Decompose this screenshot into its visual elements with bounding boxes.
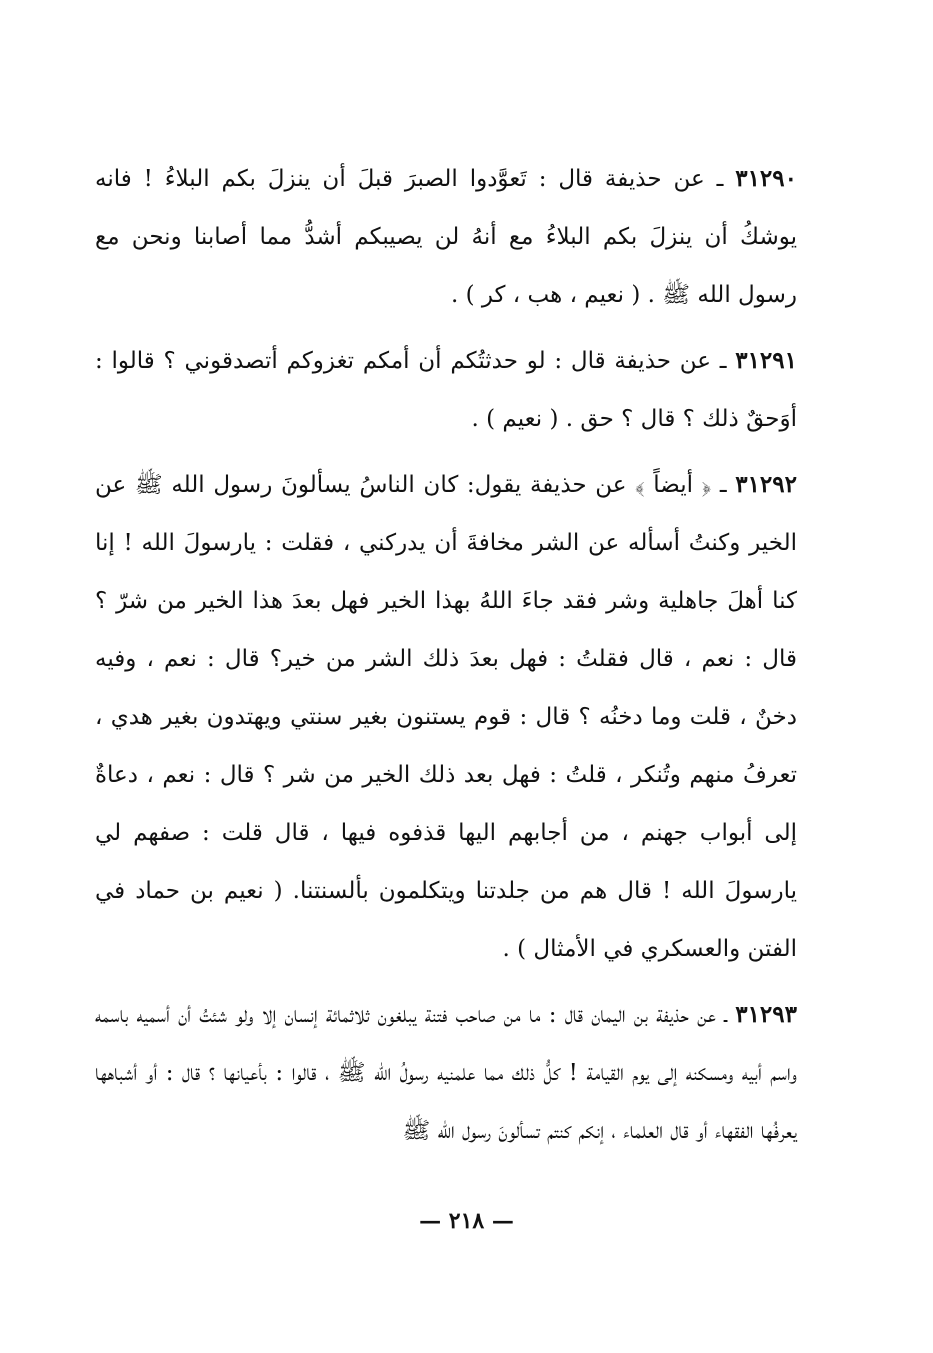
hadith-paragraph-31292	[95, 456, 797, 978]
hadith-number: ٣١٢٩٣	[735, 1001, 797, 1028]
hadith-number: ٣١٢٩١	[735, 347, 797, 374]
hadith-text: ـ عن حذيفة قال : لو حدثتُكم أن أمكم تغزوكم أتصدقوني ؟ قالوا : أوَحقٌ ذلك ؟ قال ؟ حق . ( نعيم ) .	[95, 348, 797, 432]
hadith-text: ـ عن حذيفة قال : تَعوَّدوا الصبرَ قبلَ أن ينزلَ بكم البلاءُ ! فانه يوشكُ أن ينزلَ بكم البلاءُ مع أنهُ لن يصيبكم أشدُّ مما أصابنا ونحن مع رسول الله ﷺ . ( نعيم ، هب ، كر ) .	[95, 166, 797, 308]
hadith-paragraph-31290	[95, 150, 797, 324]
hadith-paragraph-31291	[95, 332, 797, 448]
hadith-text: ـ عن حذيفة بن اليمان قال : ما من صاحب فتنة يبلغون ثلاثمائة إنسان إلا ولو شئتُ أن أسميه باسمه واسم أبيه ومسكنه إلى يوم القيامة ! كلُّ ذلك مما علمنيه رسولُ الله ﷺ ، قالوا : بأعيانها ؟ قال : أو أشباهها يعرفُها الفقهاء أو قال العلماء ، إنكم كنتم تسألونَ رسول الله ﷺ	[95, 1002, 797, 1144]
hadith-text: ـ ﴿ أيضاً ﴾ عن حذيفة يقول: كان الناسُ يسألونَ رسول الله ﷺ عن الخير وكنتُ أسأله عن الشر مخافةَ أن يدركني ، فقلت : يارسولَ الله ! إنا كنا أهلَ جاهلية وشر فقد جاءَ اللهُ بهذا الخير فهل بعدَ هذا الخير من شرّ ؟ قال : نعم ، قال فقلتُ : فهل بعدَ ذلك الشر من خير؟ قال : نعم ، وفيه دخنٌ ، قلت وما دخنُه ؟ قال : قوم يستنون بغير سنتي ويهتدون بغير هدي ، تعرفُ منهم وتُنكر ، قلتُ : فهل بعد ذلك الخير من شر ؟ قال : نعم ، دعاةٌ إلى أبواب جهنم ، من أجابهم اليها قذفوه فيها ، قال قلت : صفهم لي يارسولَ الله ! قال هم من جلدتنا ويتكلمون بألسنتنا. ( نعيم بن حماد في الفتن والعسكري في الأمثال ) .	[95, 472, 797, 962]
hadith-paragraph-31293	[95, 986, 797, 1160]
hadith-number: ٣١٢٩٢	[735, 471, 797, 498]
page-body	[95, 150, 797, 1168]
hadith-number: ٣١٢٩٠	[735, 165, 797, 192]
page-number: — ٢١٨ —	[419, 1208, 514, 1234]
